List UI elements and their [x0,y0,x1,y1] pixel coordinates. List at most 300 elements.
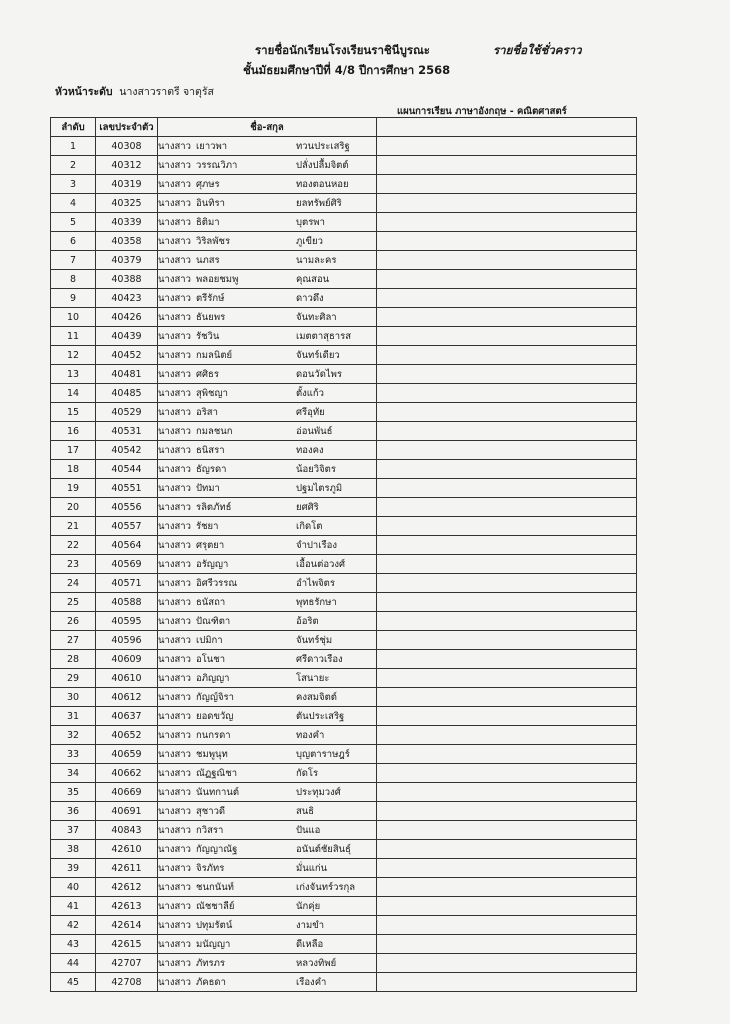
student-name [158,422,377,441]
name-prefix: นางสาว [158,691,191,703]
row-number: 44 [51,954,96,973]
last-name: จันทร์เดียว [296,349,340,361]
student-name [158,783,377,802]
student-roster-table [50,117,637,992]
student-name [158,365,377,384]
column-header-blank [377,118,637,137]
row-number: 39 [51,859,96,878]
student-name [158,270,377,289]
name-prefix: นางสาว [158,406,191,418]
student-name [158,194,377,213]
blank-cell [377,156,637,175]
last-name: ทองคำ [296,729,325,741]
last-name: บุญตาราษฎร์ [296,748,350,760]
name-prefix: นางสาว [158,596,191,608]
student-id: 42708 [96,973,158,992]
name-prefix: นางสาว [158,843,191,855]
student-id: 42615 [96,935,158,954]
first-name: ธนัสถา [196,596,226,608]
table-row [51,650,637,669]
blank-cell [377,574,637,593]
name-prefix: นางสาว [158,235,191,247]
row-number: 33 [51,745,96,764]
name-prefix: นางสาว [158,539,191,551]
student-name [158,460,377,479]
row-number: 23 [51,555,96,574]
student-id: 40659 [96,745,158,764]
row-number: 24 [51,574,96,593]
row-number: 18 [51,460,96,479]
name-prefix: นางสาว [158,425,191,437]
name-prefix: นางสาว [158,197,191,209]
student-name [158,403,377,422]
table-row [51,422,637,441]
name-prefix: นางสาว [158,140,191,152]
student-name [158,289,377,308]
blank-cell [377,954,637,973]
last-name: จำปาเรือง [296,539,337,551]
row-number: 43 [51,935,96,954]
student-name [158,251,377,270]
student-id: 40551 [96,479,158,498]
student-id: 40588 [96,593,158,612]
study-plan-label: แผนการเรียน ภาษาอังกฤษ - คณิตศาสตร์ [397,106,567,117]
first-name: ปัณฑิตา [196,615,231,627]
blank-cell [377,593,637,612]
last-name: เก่งจันทร์วรกุล [296,881,356,893]
student-name [158,669,377,688]
first-name: ศรุตยา [196,539,225,551]
last-name: เมตตาสุธารส [296,330,352,342]
first-name: ธัญรดา [196,463,227,475]
first-name: อภิญญา [196,672,230,684]
row-number: 11 [51,327,96,346]
first-name: วิริลพัชร [196,235,231,247]
head-of-level-line [55,83,214,100]
student-id: 40557 [96,517,158,536]
row-number: 31 [51,707,96,726]
name-prefix: นางสาว [158,634,191,646]
student-id: 40388 [96,270,158,289]
first-name: ภัทรภร [196,957,225,969]
last-name: จันทร์ชุ่ม [296,634,333,646]
blank-cell [377,916,637,935]
first-name: ธนิสรา [196,444,225,456]
first-name: เปมิกา [196,634,223,646]
first-name: ณัฏฐณิชา [196,767,238,779]
student-name [158,479,377,498]
blank-cell [377,517,637,536]
row-number: 34 [51,764,96,783]
row-number: 32 [51,726,96,745]
class-year-subtitle: ชั้นมัธยมศึกษาปีที่ 4/8 ปีการศึกษา 2568 [243,63,451,77]
student-id: 40612 [96,688,158,707]
table-row [51,289,637,308]
name-prefix: นางสาว [158,653,191,665]
table-row [51,479,637,498]
last-name: กัดโร [296,767,319,779]
blank-cell [377,840,637,859]
first-name: ภัคธดา [196,976,226,988]
table-row [51,973,637,992]
student-id: 42707 [96,954,158,973]
first-name: กัญญาณัฐ [196,843,238,855]
first-name: พลอยชมพู [196,273,239,285]
row-number: 16 [51,422,96,441]
student-id: 40339 [96,213,158,232]
student-name [158,878,377,897]
student-name [158,840,377,859]
name-prefix: นางสาว [158,311,191,323]
student-name [158,308,377,327]
student-id: 42611 [96,859,158,878]
last-name: อำไพจิตร [296,577,335,589]
table-row [51,574,637,593]
first-name: ตรีรักษ์ [196,292,225,304]
blank-cell [377,384,637,403]
blank-cell [377,251,637,270]
row-number: 17 [51,441,96,460]
last-name: ยศศิริ [296,501,319,513]
first-name: นภสร [196,254,220,266]
table-row [51,460,637,479]
name-prefix: นางสาว [158,862,191,874]
student-name [158,327,377,346]
student-name [158,536,377,555]
student-name [158,137,377,156]
student-id: 40637 [96,707,158,726]
row-number: 40 [51,878,96,897]
last-name: ปฐมไตรภูมิ [296,482,343,494]
student-id: 40610 [96,669,158,688]
first-name: ปทุมรัตน์ [196,919,233,931]
blank-cell [377,479,637,498]
blank-cell [377,707,637,726]
last-name: ดอนวัดไพร [296,368,343,380]
blank-cell [377,175,637,194]
row-number: 42 [51,916,96,935]
student-id: 40609 [96,650,158,669]
student-id: 40571 [96,574,158,593]
student-id: 40379 [96,251,158,270]
first-name: รัชวิน [196,330,220,342]
student-id: 40652 [96,726,158,745]
first-name: รลิตภัทธ์ [196,501,232,513]
row-number: 35 [51,783,96,802]
name-prefix: นางสาว [158,387,191,399]
name-prefix: นางสาว [158,900,191,912]
table-row [51,783,637,802]
table-row [51,555,637,574]
student-name [158,821,377,840]
student-id: 40662 [96,764,158,783]
blank-cell [377,745,637,764]
last-name: ภูเขียว [296,235,323,247]
row-number: 2 [51,156,96,175]
name-prefix: นางสาว [158,919,191,931]
blank-cell [377,441,637,460]
last-name: อ่อนพันธ์ [296,425,333,437]
row-number: 37 [51,821,96,840]
table-row [51,840,637,859]
column-header-name: ชื่อ-สกุล [158,118,377,137]
blank-cell [377,821,637,840]
name-prefix: นางสาว [158,615,191,627]
first-name: อริสา [196,406,218,418]
table-row [51,935,637,954]
temporary-list-label: รายชื่อใช้ชั่วคราว [493,43,582,57]
first-name: สุพิชญา [196,387,228,399]
student-id: 42613 [96,897,158,916]
last-name: ประทุมวงศ์ [296,786,341,798]
first-name: อโนชา [196,653,226,665]
document-title: รายชื่อนักเรียนโรงเรียนราชินีบูรณะ [255,43,430,57]
blank-cell [377,403,637,422]
blank-cell [377,308,637,327]
first-name: วรรณวิภา [196,159,238,171]
row-number: 15 [51,403,96,422]
first-name: ศศิธร [196,368,219,380]
last-name: อ้อริต [296,615,319,627]
student-name [158,707,377,726]
row-number: 45 [51,973,96,992]
column-header-student-id: เลขประจำตัว [96,118,158,137]
blank-cell [377,137,637,156]
last-name: เกิดโต [296,520,323,532]
first-name: ณัชชาลีย์ [196,900,235,912]
row-number: 6 [51,232,96,251]
blank-cell [377,688,637,707]
row-number: 28 [51,650,96,669]
row-number: 21 [51,517,96,536]
name-prefix: นางสาว [158,292,191,304]
student-id: 40564 [96,536,158,555]
student-id: 40531 [96,422,158,441]
student-name [158,631,377,650]
row-number: 10 [51,308,96,327]
student-name [158,156,377,175]
blank-cell [377,650,637,669]
first-name: กวิสรา [196,824,224,836]
last-name: งามขำ [296,919,325,931]
blank-cell [377,536,637,555]
blank-cell [377,878,637,897]
name-prefix: นางสาว [158,558,191,570]
name-prefix: นางสาว [158,672,191,684]
student-id: 42614 [96,916,158,935]
student-name [158,175,377,194]
first-name: ชนกนันท์ [196,881,234,893]
table-row [51,631,637,650]
table-row [51,612,637,631]
table-row [51,897,637,916]
blank-cell [377,327,637,346]
table-row [51,707,637,726]
row-number: 4 [51,194,96,213]
last-name: ยลทรัพย์ศิริ [296,197,342,209]
table-row [51,175,637,194]
first-name: เยาวพา [196,140,228,152]
blank-cell [377,802,637,821]
last-name: ศรีดาวเรือง [296,653,343,665]
last-name: ดาวดึง [296,292,324,304]
name-prefix: นางสาว [158,748,191,760]
last-name: บุตรพา [296,216,325,228]
last-name: นามละคร [296,254,337,266]
student-name [158,441,377,460]
first-name: มนัญญา [196,938,231,950]
table-row [51,403,637,422]
first-name: กมลนิตย์ [196,349,233,361]
blank-cell [377,194,637,213]
name-prefix: นางสาว [158,349,191,361]
blank-cell [377,422,637,441]
row-number: 14 [51,384,96,403]
row-number: 41 [51,897,96,916]
blank-cell [377,460,637,479]
student-id: 40423 [96,289,158,308]
student-id: 42612 [96,878,158,897]
row-number: 8 [51,270,96,289]
last-name: ปลั่งปลื้มจิตต์ [296,159,349,171]
blank-cell [377,498,637,517]
student-id: 40691 [96,802,158,821]
head-of-level-label: หัวหน้าระดับ [55,86,113,98]
student-name [158,517,377,536]
row-number: 25 [51,593,96,612]
table-row [51,194,637,213]
student-id: 40596 [96,631,158,650]
name-prefix: นางสาว [158,805,191,817]
table-row [51,764,637,783]
name-prefix: นางสาว [158,159,191,171]
table-row [51,821,637,840]
blank-cell [377,270,637,289]
blank-cell [377,764,637,783]
first-name: ธันยพร [196,311,226,323]
student-id: 40325 [96,194,158,213]
last-name: จันทะศิลา [296,311,337,323]
row-number: 36 [51,802,96,821]
student-id: 40529 [96,403,158,422]
student-id: 40843 [96,821,158,840]
row-number: 26 [51,612,96,631]
last-name: เอื้อนต่อวงศ์ [296,558,346,570]
blank-cell [377,859,637,878]
student-id: 40556 [96,498,158,517]
row-number: 19 [51,479,96,498]
student-name [158,973,377,992]
student-id: 40669 [96,783,158,802]
row-number: 3 [51,175,96,194]
student-name [158,232,377,251]
name-prefix: นางสาว [158,824,191,836]
student-id: 40481 [96,365,158,384]
first-name: อินทิรา [196,197,225,209]
table-row [51,232,637,251]
first-name: อรัญญา [196,558,229,570]
first-name: จิรภัทร [196,862,225,874]
last-name: น้อยวิจิตร [296,463,336,475]
student-name [158,802,377,821]
name-prefix: นางสาว [158,330,191,342]
row-number: 38 [51,840,96,859]
blank-cell [377,935,637,954]
blank-cell [377,612,637,631]
student-name [158,897,377,916]
first-name: สุชาวดี [196,805,226,817]
name-prefix: นางสาว [158,254,191,266]
student-id: 40595 [96,612,158,631]
table-row [51,365,637,384]
table-row [51,270,637,289]
student-id: 40308 [96,137,158,156]
first-name: ชมพูนุท [196,748,228,760]
row-number: 13 [51,365,96,384]
student-name [158,688,377,707]
table-row [51,308,637,327]
student-name [158,916,377,935]
student-name [158,574,377,593]
row-number: 20 [51,498,96,517]
student-id: 40544 [96,460,158,479]
blank-cell [377,555,637,574]
row-number: 1 [51,137,96,156]
table-header-row [51,118,637,137]
student-name [158,954,377,973]
blank-cell [377,973,637,992]
student-id: 40439 [96,327,158,346]
first-name: กนกรดา [196,729,231,741]
name-prefix: นางสาว [158,444,191,456]
table-row [51,802,637,821]
student-name [158,384,377,403]
name-prefix: นางสาว [158,710,191,722]
first-name: รัชยา [196,520,219,532]
table-row [51,669,637,688]
table-row [51,384,637,403]
last-name: ทองตอนหอย [296,178,349,190]
table-row [51,441,637,460]
row-number: 22 [51,536,96,555]
blank-cell [377,783,637,802]
name-prefix: นางสาว [158,501,191,513]
student-name [158,498,377,517]
table-row [51,346,637,365]
blank-cell [377,365,637,384]
blank-cell [377,213,637,232]
name-prefix: นางสาว [158,178,191,190]
name-prefix: นางสาว [158,957,191,969]
student-id: 42610 [96,840,158,859]
name-prefix: นางสาว [158,520,191,532]
table-row [51,954,637,973]
last-name: คุณสอน [296,273,330,285]
last-name: ตันประเสริฐ [296,710,345,722]
first-name: กมลชนก [196,425,233,437]
name-prefix: นางสาว [158,368,191,380]
last-name: พุทธรักษา [296,596,337,608]
table-row [51,251,637,270]
name-prefix: นางสาว [158,273,191,285]
name-prefix: นางสาว [158,729,191,741]
last-name: ศรีอุทัย [296,406,325,418]
student-id: 40319 [96,175,158,194]
blank-cell [377,631,637,650]
student-name [158,213,377,232]
first-name: อิศรีวรรณ [196,577,238,589]
student-name [158,726,377,745]
